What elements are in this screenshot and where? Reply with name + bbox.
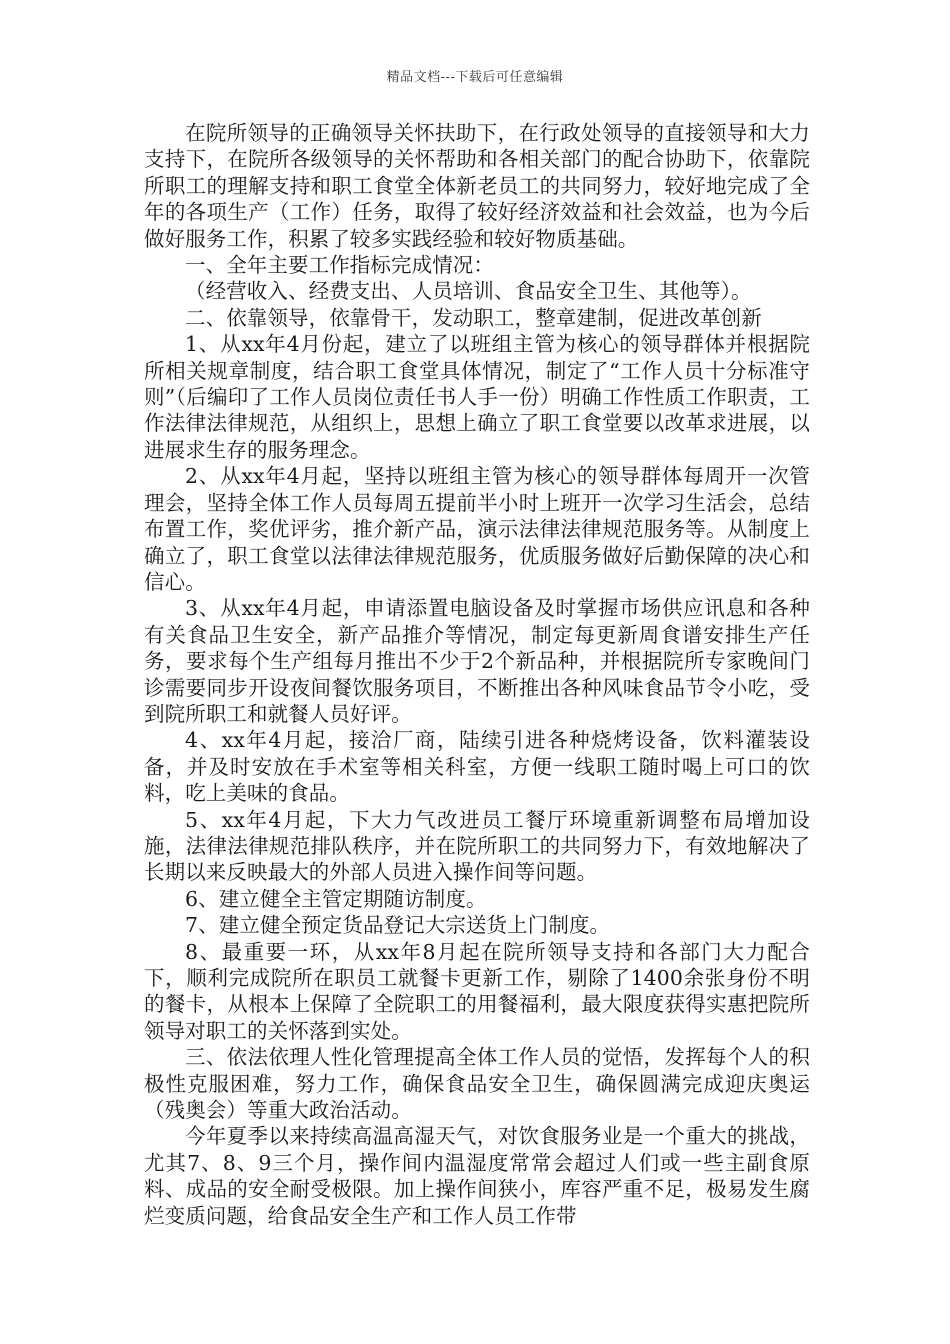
- paragraph-section-1-items: （经营收入、经费支出、人员培训、食品安全卫生、其他等）。: [185, 279, 752, 304]
- paragraph-section-3-heading: 三、依法依理人性化管理提高全体工作人员的觉悟，发挥每个人的积极性克服困难，努力工作，确保食品安全卫生，确保圆满完成迎庆奥运（残奥会）等重大政治活动。: [144, 1045, 810, 1123]
- paragraph-section-1-heading: 一、全年主要工作指标完成情况：: [185, 253, 494, 278]
- paragraph-item-3: 3、从xx年4月起，申请添置电脑设备及时掌握市场供应讯息和各种有关食品卫生安全，新产品推介等情况，制定每更新周食谱安排生产任务，要求每个生产组每月推出不少于2个新品种，并根据院所专家晚间门诊需要同步开设夜间餐饮服务项目，不断推出各种风味食品节令小吃，受到院所职工和就餐人员好评。: [144, 596, 810, 726]
- paragraph-summer: 今年夏季以来持续高温高湿天气，对饮食服务业是一个重大的挑战，尤其7、8、9三个月，操作间内温湿度常常会超过人们或一些主副食原料、成品的安全耐受极限。加上操作间狭小，库容严重不足，极易发生腐烂变质问题，给食品安全生产和工作人员工作带: [144, 1124, 810, 1228]
- paragraph-item-6: 6、建立健全主管定期随访制度。: [185, 886, 487, 911]
- paragraph-item-5: 5、xx年4月起，下大力气改进员工餐厅环境重新调整布局增加设施，法律法律规范排队秩序，并在院所职工的共同努力下，有效地解决了长期以来反映最大的外部人员进入操作间等问题。: [144, 807, 810, 885]
- paragraph-intro: 在院所领导的正确领导关怀扶助下，在行政处领导的直接领导和大力支持下，在院所各级领导的关怀帮助和各相关部门的配合协助下，依靠院所职工的理解支持和职工食堂全体新老员工的共同努力，较好地完成了全年的各项生产（工作）任务，取得了较好经济效益和社会效益，也为今后做好服务工作，积累了较多实践经验和较好物质基础。: [144, 121, 810, 251]
- paragraph-item-8: 8、最重要一环，从xx年8月起在院所领导支持和各部门大力配合下，顺利完成院所在职员工就餐卡更新工作，剔除了1400余张身份不明的餐卡，从根本上保障了全院职工的用餐福利，最大限度获得实惠把院所领导对职工的关怀落到实处。: [144, 939, 810, 1043]
- paragraph-item-2: 2、从xx年4月起，坚持以班组主管为核心的领导群体每周开一次管理会，坚持全体工作人员每周五提前半小时上班开一次学习生活会，总结布置工作，奖优评劣，推介新产品，演示法律法律规范服务等。从制度上确立了，职工食堂以法律法律规范服务，优质服务做好后勤保障的决心和信心。: [144, 464, 810, 594]
- paragraph-item-4: 4、xx年4月起，接洽厂商，陆续引进各种烧烤设备，饮料灌装设备，并及时安放在手术室等相关科室，方便一线职工随时喝上可口的饮料，吃上美味的食品。: [144, 728, 810, 806]
- page-header: 精品文档---下载后可任意编辑: [386, 70, 564, 85]
- document-body: [144, 120, 810, 1229]
- paragraph-item-1: 1、从xx年4月份起，建立了以班组主管为核心的领导群体并根据院所相关规章制度，结合职工食堂具体情况，制定了“工作人员十分标准守则”（后编印了工作人员岗位责任书人手一份）明确工作性质工作职责，工作法律法律规范，从组织上，思想上确立了职工食堂要以改革求进展，以进展求生存的服务理念。: [144, 332, 810, 462]
- paragraph-item-7: 7、建立健全预定货品登记大宗送货上门制度。: [185, 913, 611, 938]
- paragraph-section-2-heading: 二、依靠领导，依靠骨干，发动职工，整章建制，促进改革创新: [185, 305, 762, 330]
